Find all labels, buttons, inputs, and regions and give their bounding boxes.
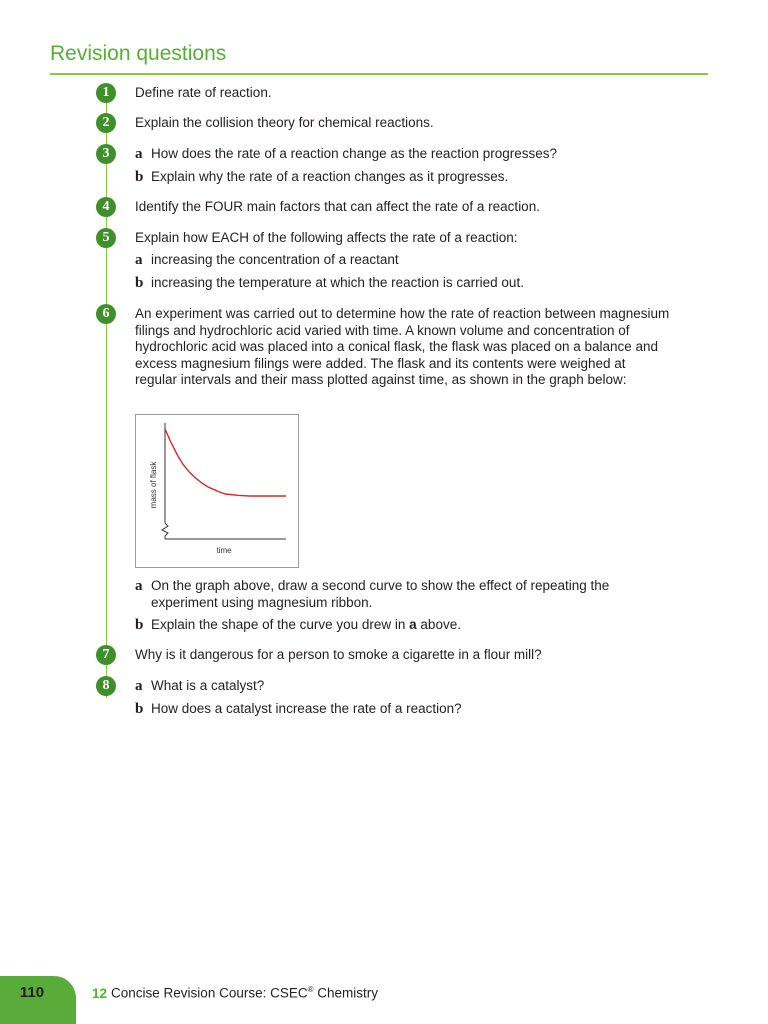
part-text [151,617,675,634]
registered-mark: ® [307,985,314,994]
part-letter: b [135,275,144,291]
part-text: Explain why the rate of a reaction changes as it progresses. [151,169,509,184]
book-subject: Chemistry [313,985,379,1001]
question-text: Identify the FOUR main factors that can affect the rate of a reaction. [135,199,540,214]
part-text: What is a catalyst? [151,678,265,693]
question-number-badge: 4 [96,197,116,217]
heading-rule [50,73,708,75]
part-text: How does a catalyst increase the rate of a reaction? [151,701,462,716]
book-title: Concise Revision Course: CSEC [111,985,308,1001]
y-axis-break [162,523,168,539]
question-timeline-line [106,92,107,698]
part-letter: b [135,617,144,633]
mass-time-graph [136,415,298,567]
part-letter: a [135,578,143,594]
graph-labels [149,461,232,555]
part-text-end: above. [416,617,461,632]
question-text: Define rate of reaction. [135,85,272,100]
question-number-badge: 6 [96,304,116,324]
graph-series [165,429,286,496]
question-number-badge: 3 [96,144,116,164]
question-text: An experiment was carried out to determine how the rate of reaction between magnesium filings and hydrochloric acid varied with time. A known volume and concentration of hydrochloric acid was placed into a conical flask, the flask was placed on a balance and excess magnesium filings were added. The flask and its contents were weighed at regular intervals and their mass plotted against time, as shown in the graph below: [135,306,670,387]
question-part [135,701,675,718]
footer-book-title [92,985,378,1001]
part-text: increasing the concentration of a reactant [151,252,399,267]
part-letter: a [135,678,143,694]
part-text: On the graph above, draw a second curve to show the effect of repeating the experiment using magnesium ribbon. [151,578,610,610]
part-letter: b [135,169,144,185]
graph-axes [162,423,286,539]
x-axis-label: time [216,546,232,555]
question-part [135,169,675,186]
part-letter: a [135,146,143,162]
part-letter: a [135,252,143,268]
part-letter: b [135,701,144,717]
question-part [135,617,675,634]
question-number-badge: 5 [96,228,116,248]
question-number-badge: 1 [96,83,116,103]
part-text-bold-ref: a [409,617,417,632]
page-title: Revision questions [50,42,227,65]
part-text: How does the rate of a reaction change as the reaction progresses? [151,146,557,161]
question-part [135,275,675,292]
question-number-badge: 7 [96,645,116,665]
question-part [135,146,675,163]
question-number-badge: 8 [96,676,116,696]
part-text: increasing the temperature at which the reaction is carried out. [151,275,524,290]
question-part [135,678,675,695]
question-text: Explain how EACH of the following affects the rate of a reaction: [135,230,518,245]
page-number: 110 [19,984,45,1001]
y-axis-label: mass of flask [149,461,158,509]
graph-frame [135,414,299,568]
question-text: Explain the collision theory for chemical reactions. [135,115,434,130]
part-text-start: Explain the shape of the curve you drew in [151,617,410,632]
question-part [135,252,675,269]
question-number-badge: 2 [96,113,116,133]
question-text: Why is it dangerous for a person to smoke a cigarette in a flour mill? [135,647,542,662]
chapter-number: 12 [92,985,108,1001]
question-part [135,578,675,611]
mass-curve-line [165,429,286,496]
